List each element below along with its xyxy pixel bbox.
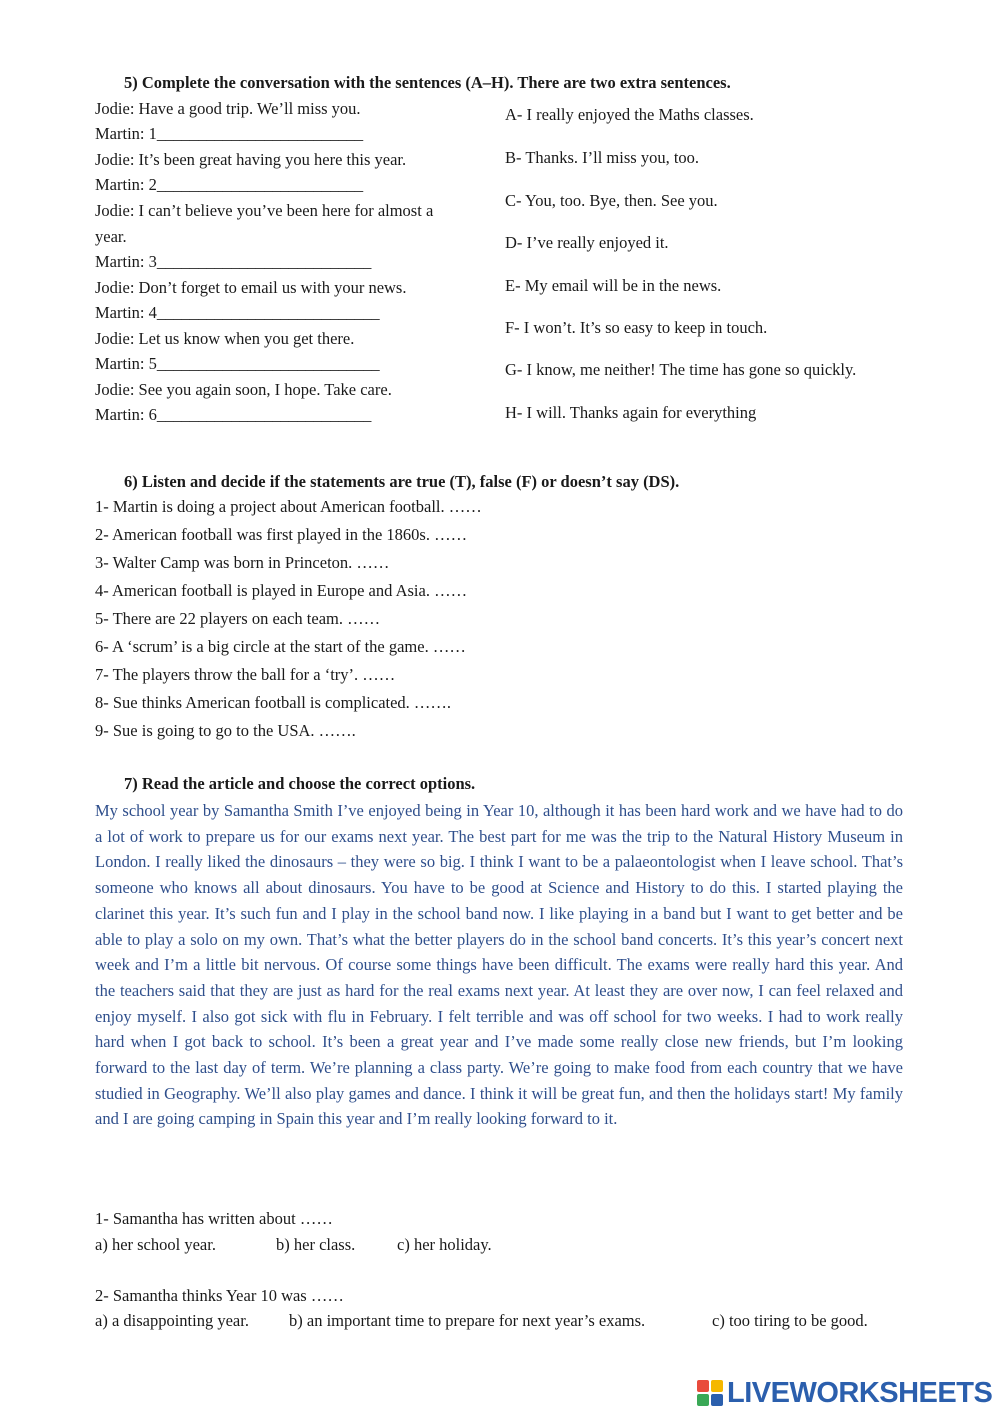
dialogue-line[interactable]: Martin: 5___________________________ (95, 354, 380, 373)
option-f: F- I won’t. It’s so easy to keep in touch. (505, 318, 768, 337)
dialogue-line: Jodie: It’s been great having you here this year. (95, 150, 407, 169)
option-g: G- I know, me neither! The time has gone so quickly. (505, 360, 857, 379)
dialogue-line[interactable]: Martin: 1_________________________ (95, 124, 364, 143)
option-b: B- Thanks. I’ll miss you, too. (505, 148, 700, 167)
q1-option-b[interactable]: b) her class. (276, 1235, 356, 1254)
question-2: 2- Samantha thinks Year 10 was …… (95, 1286, 344, 1305)
dialogue-line[interactable]: Martin: 3__________________________ (95, 252, 372, 271)
dialogue-line: Jodie: Don’t forget to email us with your news. (95, 278, 407, 297)
option-a: A- I really enjoyed the Maths classes. (505, 105, 754, 124)
statement-item[interactable]: 2- American football was first played in the 1860s. …… (95, 525, 468, 544)
logo-blocks-icon (697, 1380, 723, 1406)
section-6-heading: 6) Listen and decide if the statements are true (T), false (F) or doesn’t say (DS). (124, 472, 680, 491)
option-e: E- My email will be in the news. (505, 276, 722, 295)
option-h: H- I will. Thanks again for everything (505, 403, 757, 422)
statement-item[interactable]: 7- The players throw the ball for a ‘try’. …… (95, 665, 396, 684)
dialogue-line: Jodie: Let us know when you get there. (95, 329, 355, 348)
q1-option-c[interactable]: c) her holiday. (397, 1235, 492, 1254)
option-c: C- You, too. Bye, then. See you. (505, 191, 718, 210)
statement-item[interactable]: 8- Sue thinks American football is complicated. ……. (95, 693, 452, 712)
statement-item[interactable]: 5- There are 22 players on each team. …… (95, 609, 381, 628)
statement-item[interactable]: 1- Martin is doing a project about American football. …… (95, 497, 482, 516)
dialogue-line: Jodie: See you again soon, I hope. Take care. (95, 380, 392, 399)
dialogue-line: Jodie: I can’t believe you’ve been here for almost a (95, 201, 434, 220)
q2-option-b[interactable]: b) an important time to prepare for next year’s exams. (289, 1311, 646, 1330)
statement-item[interactable]: 6- A ‘scrum’ is a big circle at the start of the game. …… (95, 637, 466, 656)
statement-item[interactable]: 3- Walter Camp was born in Princeton. …… (95, 553, 390, 572)
logo-text: LIVEWORKSHEETS (727, 1376, 993, 1409)
question-1: 1- Samantha has written about …… (95, 1209, 333, 1228)
dialogue-line[interactable]: Martin: 2_________________________ (95, 175, 364, 194)
dialogue-line: year. (95, 227, 127, 246)
liveworksheets-logo (697, 1376, 992, 1410)
option-d: D- I’ve really enjoyed it. (505, 233, 669, 252)
q2-option-a[interactable]: a) a disappointing year. (95, 1311, 249, 1330)
section-7-heading: 7) Read the article and choose the correct options. (124, 774, 476, 793)
dialogue-line[interactable]: Martin: 6__________________________ (95, 405, 372, 424)
section-5-heading: 5) Complete the conversation with the sentences (A–H). There are two extra sentences. (124, 73, 731, 92)
article-text: My school year by Samantha Smith I’ve enjoyed being in Year 10, although it has been hard work and we have had to do a lot of work to prepare us for our exams next year. The best part for me was the trip to the Natural History Museum in London. I really liked the dinosaurs – they were so big. I think I want to be a palaeontologist when I leave school. That’s someone who knows all about dinosaurs. You have to be good at Science and History to do this. I started playing the clarinet this year. It’s such fun and I play in the school band now. I like playing in a band but I want to get better and be able to play a solo on my own. That’s what the better players do in the school band concerts. It’s this year’s concert next week and I’m a little bit nervous. Of course some things have been difficult. The exams were really hard this year. And the teachers said that they are just as hard for the real exams next year. At least they are over now, I can feel relaxed and enjoy myself. I also got sick with flu in February. I felt terrible and was off school for two weeks. I had to work really hard when I got back to school. It’s been a great year and I’ve made some really close new friends, but I’m looking forward to the last day of term. We’re planning a class party. We’re going to make food from each country that we have studied in Geography. We’ll also play games and dance. I think it will be great fun, and then the holidays start! My family and I are going camping in Spain this year and I’m really looking forward to it. (95, 801, 903, 1129)
dialogue-line[interactable]: Martin: 4___________________________ (95, 303, 380, 322)
statement-item[interactable]: 4- American football is played in Europe and Asia. …… (95, 581, 468, 600)
statement-item[interactable]: 9- Sue is going to go to the USA. ……. (95, 721, 356, 740)
q2-option-c[interactable]: c) too tiring to be good. (712, 1311, 868, 1330)
dialogue-line: Jodie: Have a good trip. We’ll miss you. (95, 99, 361, 118)
q1-option-a[interactable]: a) her school year. (95, 1235, 216, 1254)
